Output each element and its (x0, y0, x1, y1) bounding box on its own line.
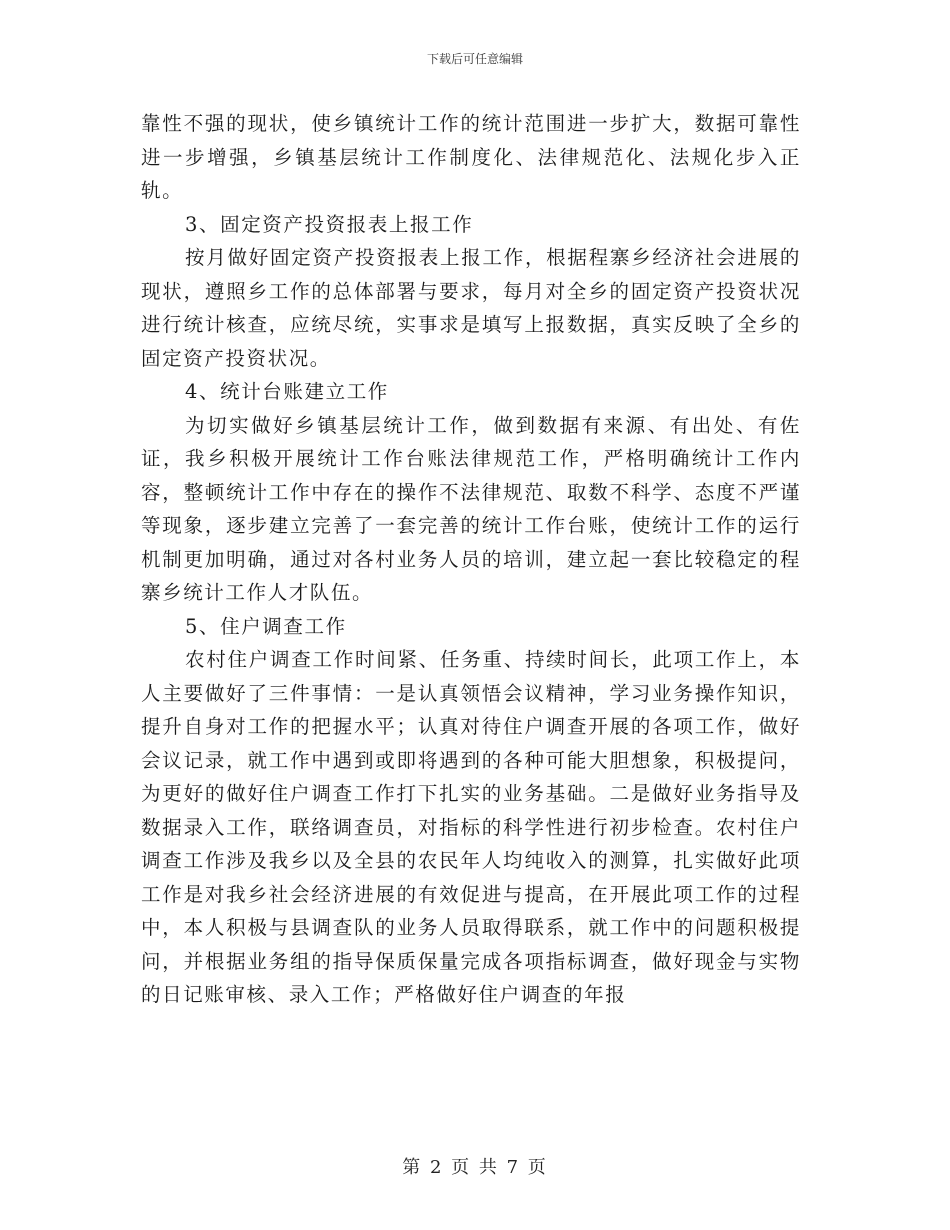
section-heading-ledger: 4、统计台账建立工作 (185, 380, 389, 403)
document-body (141, 107, 801, 1012)
paragraph-household-survey: 农村住户调查工作时间紧、任务重、持续时间长，此项工作上，本人主要做好了三件事情：一是认真领悟会议精神，学习业务操作知识，提升自身对工作的把握水平；认真对待住户调查开展的各项工作，做好会议记录，就工作中遇到或即将遇到的各种可能大胆想象，积极提问，为更好的做好住户调查工作打下扎实的业务基础。二是做好业务指导及数据录入工作，联络调查员，对指标的科学性进行初步检查。农村住户调查工作涉及我乡以及全县的农民年人均纯收入的测算，扎实做好此项工作是对我乡社会经济进展的有效促进与提高，在开展此项工作的过程中，本人积极与县调查队的业务人员取得联系，就工作中的问题积极提问，并根据业务组的指导保质保量完成各项指标调查，做好现金与实物的日记账审核、录入工作；严格做好住户调查的年报 (141, 648, 801, 1006)
section-heading-household-survey: 5、住户调查工作 (185, 614, 347, 638)
paragraph-fixed-assets: 按月做好固定资产投资报表上报工作，根据程寨乡经济社会进展的现状，遵照乡工作的总体部署与要求，每月对全乡的固定资产投资状况进行统计核查，应统尽统，实事求是填写上报数据，真实反映了全乡的固定资产投资状况。 (141, 246, 801, 370)
section-heading-fixed-assets: 3、固定资产投资报表上报工作 (185, 212, 474, 236)
page-number-footer: 第 2 页 共 7 页 (402, 1157, 548, 1178)
page-header: 下载后可任意编辑 (426, 52, 523, 66)
paragraph-ledger: 为切实做好乡镇基层统计工作，做到数据有来源、有出处、有佐证，我乡积极开展统计工作台账法律规范工作，严格明确统计工作内容，整顿统计工作中存在的操作不法律规范、取数不科学、态度不严谨等现象，逐步建立完善了一套完善的统计工作台账，使统计工作的运行机制更加明确，通过对各村业务人员的培训，建立起一套比较稳定的程寨乡统计工作人才队伍。 (141, 413, 801, 604)
paragraph-continuation: 靠性不强的现状，使乡镇统计工作的统计范围进一步扩大，数据可靠性进一步增强，乡镇基层统计工作制度化、法律规范化、法规化步入正轨。 (141, 112, 801, 202)
